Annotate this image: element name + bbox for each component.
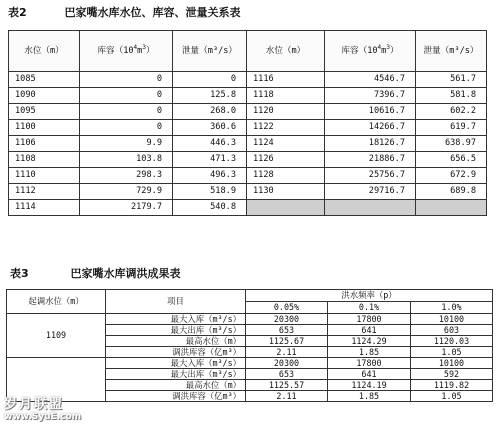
table-cell: 1110 xyxy=(9,168,80,184)
table-row xyxy=(9,88,487,104)
table-cell: 0 xyxy=(173,72,247,88)
table2-title: 巴家嘴水库水位、库容、泄量关系表 xyxy=(64,6,241,19)
item-cell: 调洪库容（亿m³） xyxy=(106,347,246,358)
table3-caption xyxy=(10,265,181,281)
table2-caption xyxy=(8,4,241,20)
value-cell: 2.11 xyxy=(246,391,328,402)
header-item: 项目 xyxy=(106,290,246,314)
table-cell: 518.9 xyxy=(173,184,247,200)
item-cell: 最高水位（m） xyxy=(106,336,246,347)
item-cell: 最大出库（m³/s） xyxy=(106,325,246,336)
level-storage-discharge-table xyxy=(8,30,487,216)
table-cell: 1116 xyxy=(247,72,325,88)
value-cell: 1120.03 xyxy=(411,336,493,347)
table-cell: 298.3 xyxy=(80,168,173,184)
value-cell: 1124.19 xyxy=(328,380,411,391)
value-cell: 1.85 xyxy=(328,347,411,358)
table-row xyxy=(9,168,487,184)
table-cell: 103.8 xyxy=(80,152,173,168)
table-cell xyxy=(416,200,487,216)
value-cell: 1.85 xyxy=(328,391,411,402)
table-cell: 729.9 xyxy=(80,184,173,200)
table-cell: 1122 xyxy=(247,120,325,136)
header-freq-2: 1.0% xyxy=(411,302,493,314)
table-cell: 689.8 xyxy=(416,184,487,200)
value-cell: 1125.57 xyxy=(246,380,328,391)
table3-header-row-1 xyxy=(7,290,493,302)
value-cell: 1119.82 xyxy=(411,380,493,391)
header-water-level-2: 水位（m） xyxy=(247,31,325,72)
table-cell: 619.7 xyxy=(416,120,487,136)
watermark-line2: www.SyuE.com xyxy=(4,412,82,422)
table-cell: 638.97 xyxy=(416,136,487,152)
table-cell: 1090 xyxy=(9,88,80,104)
value-cell: 603 xyxy=(411,325,493,336)
table-cell: 125.8 xyxy=(173,88,247,104)
table-cell: 21886.7 xyxy=(325,152,416,168)
table-cell: 1126 xyxy=(247,152,325,168)
table-cell: 1112 xyxy=(9,184,80,200)
value-cell: 1124.29 xyxy=(328,336,411,347)
watermark-line1: 岁月联盟 xyxy=(4,397,65,412)
table-cell: 7396.7 xyxy=(325,88,416,104)
value-cell: 20300 xyxy=(246,314,328,325)
header-freq-1: 0.1% xyxy=(328,302,411,314)
table-cell: 1128 xyxy=(247,168,325,184)
table-cell: 360.6 xyxy=(173,120,247,136)
value-cell: 17800 xyxy=(328,358,411,369)
value-cell: 1125.67 xyxy=(246,336,328,347)
header-discharge: 泄量（m³/s） xyxy=(173,31,247,72)
table-cell: 1100 xyxy=(9,120,80,136)
site-watermark-logo xyxy=(4,393,82,427)
value-cell: 2.11 xyxy=(246,347,328,358)
header-storage: 库容$(10^4m^3)$ xyxy=(80,31,173,72)
item-cell: 调洪库容（亿m³） xyxy=(106,391,246,402)
table-row xyxy=(9,200,487,216)
item-cell: 最大出库（m³/s） xyxy=(106,369,246,380)
table-row xyxy=(9,136,487,152)
header-water-level: 水位（m） xyxy=(9,31,80,72)
table-cell: 0 xyxy=(80,88,173,104)
table-cell: 602.2 xyxy=(416,104,487,120)
flood-routing-results-table xyxy=(6,289,493,402)
value-cell: 20300 xyxy=(246,358,328,369)
table-cell: 25756.7 xyxy=(325,168,416,184)
table-cell: 1095 xyxy=(9,104,80,120)
table-cell xyxy=(247,200,325,216)
table-cell: 1085 xyxy=(9,72,80,88)
start-level-cell: 1109 xyxy=(7,314,106,358)
item-cell: 最大入库（m³/s） xyxy=(106,358,246,369)
header-flood-frequency: 洪水频率（p） xyxy=(246,290,493,302)
table-cell: 2179.7 xyxy=(80,200,173,216)
table-cell: 18126.7 xyxy=(325,136,416,152)
table-cell: 672.9 xyxy=(416,168,487,184)
table-cell: 268.0 xyxy=(173,104,247,120)
item-cell: 最大入库（m³/s） xyxy=(106,314,246,325)
table-row xyxy=(9,184,487,200)
table-row xyxy=(9,120,487,136)
table2-header-row xyxy=(9,31,487,72)
value-cell: 592 xyxy=(411,369,493,380)
header-storage-2: 库容$(10^4m^3)$ xyxy=(325,31,416,72)
table-cell: 29716.7 xyxy=(325,184,416,200)
table-row xyxy=(7,358,493,369)
value-cell: 1.05 xyxy=(411,347,493,358)
value-cell: 641 xyxy=(328,325,411,336)
header-discharge-2: 泄量（m³/s） xyxy=(416,31,487,72)
table-cell: 0 xyxy=(80,120,173,136)
table-row xyxy=(9,104,487,120)
value-cell: 653 xyxy=(246,325,328,336)
value-cell: 10100 xyxy=(411,358,493,369)
item-cell: 最高水位（m） xyxy=(106,380,246,391)
table-cell: 1114 xyxy=(9,200,80,216)
table-cell: 9.9 xyxy=(80,136,173,152)
table-cell: 1124 xyxy=(247,136,325,152)
table-row xyxy=(7,314,493,325)
table2-number: 表2 xyxy=(8,6,27,19)
table3-title: 巴家嘴水库调洪成果表 xyxy=(70,267,181,280)
value-cell: 17800 xyxy=(328,314,411,325)
table-cell: 1120 xyxy=(247,104,325,120)
table-row xyxy=(9,152,487,168)
table-cell: 446.3 xyxy=(173,136,247,152)
table-cell: 0 xyxy=(80,72,173,88)
table-cell: 471.3 xyxy=(173,152,247,168)
header-freq-0: 0.05% xyxy=(246,302,328,314)
table-cell: 561.7 xyxy=(416,72,487,88)
table-cell xyxy=(325,200,416,216)
table-cell: 540.8 xyxy=(173,200,247,216)
table-cell: 1106 xyxy=(9,136,80,152)
table3-number: 表3 xyxy=(10,267,29,280)
table-cell: 4546.7 xyxy=(325,72,416,88)
value-cell: 1.05 xyxy=(411,391,493,402)
value-cell: 10100 xyxy=(411,314,493,325)
table-cell: 581.8 xyxy=(416,88,487,104)
table-cell: 10616.7 xyxy=(325,104,416,120)
table-cell: 0 xyxy=(80,104,173,120)
value-cell: 641 xyxy=(328,369,411,380)
value-cell: 653 xyxy=(246,369,328,380)
table-cell: 1118 xyxy=(247,88,325,104)
table-cell: 1130 xyxy=(247,184,325,200)
table-cell: 14266.7 xyxy=(325,120,416,136)
table-cell: 1108 xyxy=(9,152,80,168)
table-cell: 496.3 xyxy=(173,168,247,184)
table-row xyxy=(9,72,487,88)
table-cell: 656.5 xyxy=(416,152,487,168)
header-start-level: 起调水位（m） xyxy=(7,290,106,314)
